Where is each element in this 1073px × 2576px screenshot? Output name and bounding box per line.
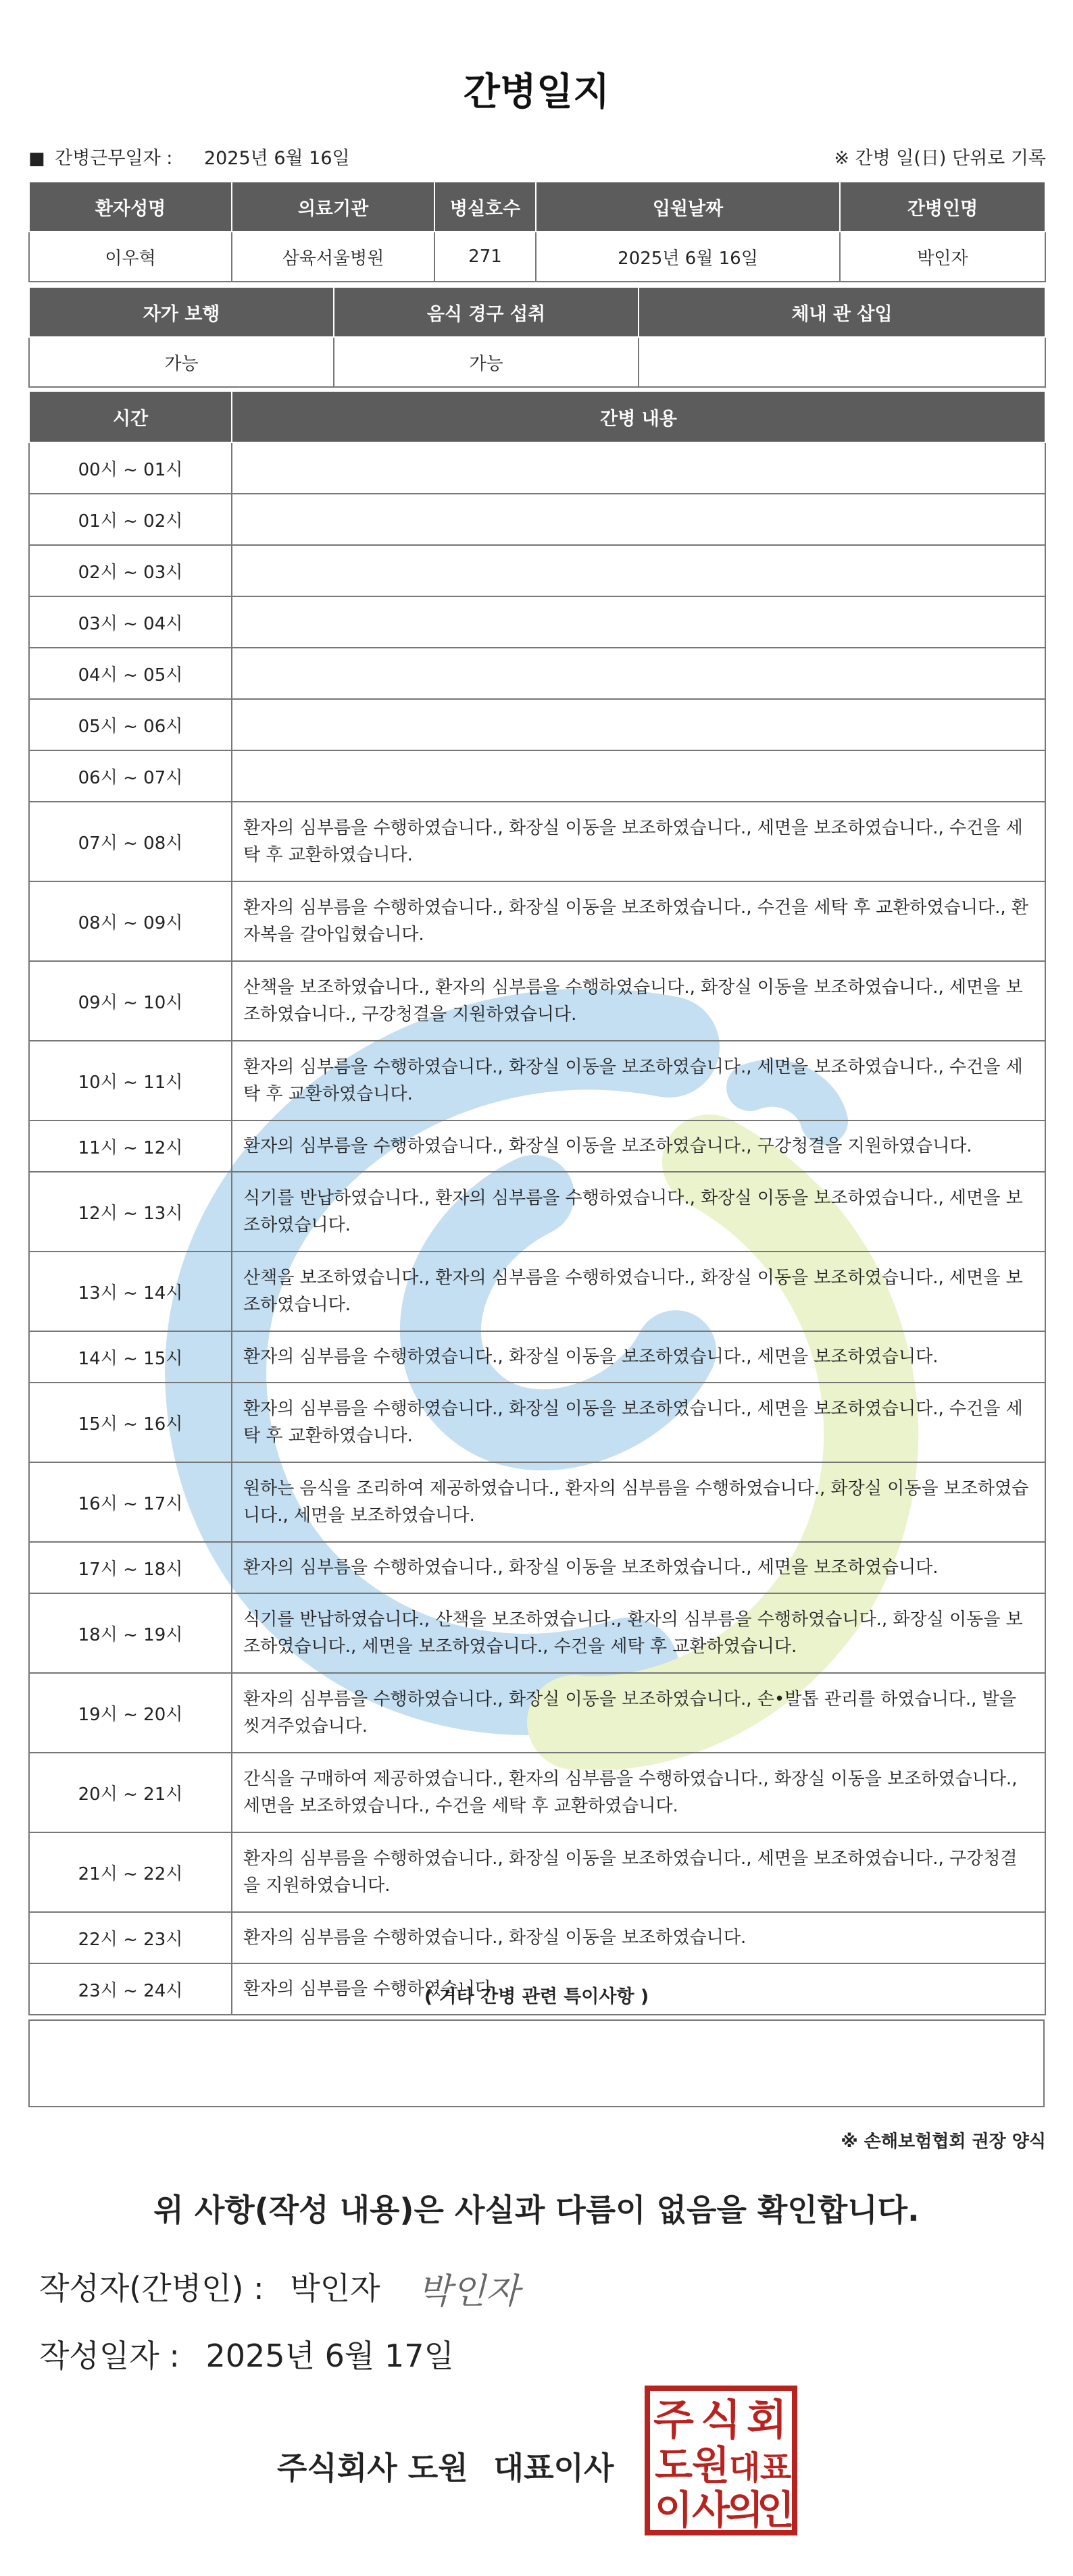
time-cell: 14시 ~ 15시 [29,1331,232,1383]
content-cell [232,442,1045,494]
ability-value-row [29,337,1045,387]
header-self-walking: 자가 보행 [29,287,334,337]
time-cell: 00시 ~ 01시 [29,442,232,494]
document-title: 간병일지 [463,70,610,114]
content-cell [232,699,1045,750]
time-cell: 13시 ~ 14시 [29,1252,232,1331]
square-bullet-icon: ■ [28,149,45,169]
table-row [29,1172,1045,1252]
time-cell: 10시 ~ 11시 [29,1041,232,1120]
care-date-value: 2025년 6월 16일 [203,148,350,169]
table-row [29,961,1045,1041]
table-row [29,1252,1045,1331]
written-date-value: 2025년 6월 17일 [205,2338,454,2374]
time-cell: 23시 ~ 24시 [29,1963,232,2015]
company-name: 주식회사 도원 [277,2450,468,2486]
time-cell: 09시 ~ 10시 [29,961,232,1041]
content-cell: 환자의 심부름을 수행하였습니다., 화장실 이동을 보조하였습니다., 손•발톱 관리를 하였습니다., 발을 씻겨주었습니다. [232,1673,1045,1753]
content-cell: 환자의 심부름을 수행하였습니다., 화장실 이동을 보조하였습니다. [232,1912,1045,1963]
content-cell: 산책을 보조하였습니다., 환자의 심부름을 수행하였습니다., 화장실 이동을 보조하였습니다., 세면을 보조하였습니다. [232,1252,1045,1331]
time-cell: 18시 ~ 19시 [29,1593,232,1673]
header-oral-intake: 음식 경구 섭취 [334,287,639,337]
svg-text:의: 의 [725,2487,764,2533]
header-patient-name: 환자성명 [29,182,232,232]
content-cell: 환자의 심부름을 수행하였습니다., 화장실 이동을 보조하였습니다., 구강청결을 지원하였습니다. [232,1120,1045,1172]
table-row [29,881,1045,961]
tube-insertion-value [639,337,1045,387]
table-row [29,1331,1045,1383]
table-row [29,1832,1045,1912]
company-role: 대표이사 [493,2450,614,2486]
table-row [29,699,1045,750]
patient-name: 이우혁 [29,232,232,282]
svg-text:식: 식 [701,2395,741,2444]
room-number: 271 [434,232,536,282]
hospital-name: 삼육서울병원 [232,232,434,282]
header-hospital: 의료기관 [232,182,434,232]
time-cell: 03시 ~ 04시 [29,596,232,648]
content-cell [232,545,1045,596]
admission-date: 2025년 6월 16일 [536,232,840,282]
care-log-table [28,390,1046,2015]
time-cell: 19시 ~ 20시 [29,1673,232,1753]
caregiver-name: 박인자 [840,232,1045,282]
company-line [277,2444,628,2488]
patient-header-row [29,182,1045,232]
special-notes-title: ( 기타 간병 관련 특이사항 ) [424,1986,649,2007]
ability-header-row [29,287,1045,337]
table-row [29,648,1045,699]
header-room-number: 병실호수 [434,182,536,232]
content-cell: 식기를 반납하였습니다., 환자의 심부름을 수행하였습니다., 화장실 이동을 보조하였습니다., 세면을 보조하였습니다. [232,1172,1045,1252]
content-cell: 환자의 심부름을 수행하였습니다., 화장실 이동을 보조하였습니다., 세면을 보조하였습니다., 수건을 세탁 후 교환하였습니다. [232,1383,1045,1462]
time-cell: 07시 ~ 08시 [29,802,232,881]
time-cell: 04시 ~ 05시 [29,648,232,699]
content-cell: 산책을 보조하였습니다., 환자의 심부름을 수행하였습니다., 화장실 이동을 보조하였습니다., 세면을 보조하였습니다., 구강청결을 지원하였습니다. [232,961,1045,1041]
table-row [29,1593,1045,1673]
time-cell: 01시 ~ 02시 [29,494,232,545]
time-cell: 22시 ~ 23시 [29,1912,232,1963]
self-walking-value: 가능 [29,337,334,387]
svg-text:인: 인 [756,2487,795,2533]
svg-text:회: 회 [747,2395,787,2444]
svg-text:표: 표 [759,2449,792,2487]
content-cell: 환자의 심부름을 수행하였습니다., 화장실 이동을 보조하였습니다., 수건을 세탁 후 교환하였습니다., 환자복을 갈아입혔습니다. [232,881,1045,961]
table-row [29,596,1045,648]
svg-text:주: 주 [653,2395,694,2444]
table-row [29,1383,1045,1462]
table-row [29,802,1045,881]
log-body [29,442,1045,2015]
time-cell: 02시 ~ 03시 [29,545,232,596]
time-cell: 08시 ~ 09시 [29,881,232,961]
table-row [29,1542,1045,1593]
header-tube-insertion: 체내 관 삽입 [639,287,1045,337]
company-seal-icon [643,2384,799,2537]
svg-text:원: 원 [691,2442,730,2488]
table-row [29,1753,1045,1832]
header-admission-date: 입원날짜 [536,182,840,232]
header-time: 시간 [29,391,232,442]
svg-text:대: 대 [728,2449,761,2487]
time-cell: 06시 ~ 07시 [29,750,232,802]
writer-name: 박인자 [290,2270,380,2307]
time-cell: 05시 ~ 06시 [29,699,232,750]
written-date-line [39,2332,454,2376]
content-cell: 환자의 심부름을 수행하였습니다., 화장실 이동을 보조하였습니다., 세면을 보조하였습니다., 수건을 세탁 후 교환하였습니다. [232,1041,1045,1120]
patient-info-table [28,181,1046,282]
table-row [29,1041,1045,1120]
content-cell: 환자의 심부름을 수행하였습니다., 화장실 이동을 보조하였습니다., 세면을 보조하였습니다., 구강청결을 지원하였습니다. [232,1832,1045,1912]
content-cell: 간식을 구매하여 제공하였습니다., 환자의 심부름을 수행하였습니다., 화장실 이동을 보조하였습니다., 세면을 보조하였습니다., 수건을 세탁 후 교환하였습니다. [232,1753,1045,1832]
oral-intake-value: 가능 [334,337,639,387]
table-row [29,1120,1045,1172]
care-date [28,143,350,170]
svg-text:사: 사 [691,2487,730,2533]
content-cell [232,648,1045,699]
time-cell: 12시 ~ 13시 [29,1172,232,1252]
header-caregiver-name: 간병인명 [840,182,1045,232]
written-date-label: 작성일자 : [39,2338,180,2374]
content-cell: 원하는 음식을 조리하여 제공하였습니다., 환자의 심부름을 수행하였습니다., 화장실 이동을 보조하였습니다., 세면을 보조하였습니다. [232,1462,1045,1542]
recommend-note: ※ 손해보험협회 권장 양식 [841,2132,1046,2152]
writer-line [39,2264,380,2309]
table-row [29,1673,1045,1753]
table-row [29,545,1045,596]
time-cell: 11시 ~ 12시 [29,1120,232,1172]
content-cell: 식기를 반납하였습니다., 산책을 보조하였습니다., 환자의 심부름을 수행하였습니다., 화장실 이동을 보조하였습니다., 세면을 보조하였습니다., 수건을 세탁 후 교환하였습니다. [232,1593,1045,1673]
time-cell: 20시 ~ 21시 [29,1753,232,1832]
header-care-content: 간병 내용 [232,391,1045,442]
content-cell [232,596,1045,648]
table-row [29,1462,1045,1542]
content-cell: 환자의 심부름을 수행하였습니다., 화장실 이동을 보조하였습니다., 세면을 보조하였습니다. [232,1542,1045,1593]
log-header-row [29,391,1045,442]
time-cell: 17시 ~ 18시 [29,1542,232,1593]
handwritten-signature: 박인자 [418,2271,520,2312]
record-unit-note: ※ 간병 일(日) 단위로 기록 [834,148,1046,169]
special-notes-box [28,2019,1045,2107]
ability-table [28,286,1046,388]
care-date-label: 간병근무일자 : [55,148,173,169]
time-cell: 21시 ~ 22시 [29,1832,232,1912]
content-cell: 환자의 심부름을 수행하였습니다. [232,1963,1045,2015]
time-cell: 15시 ~ 16시 [29,1383,232,1462]
writer-label: 작성자(간병인) : [39,2270,264,2307]
table-row [29,442,1045,494]
time-cell: 16시 ~ 17시 [29,1462,232,1542]
content-cell: 환자의 심부름을 수행하였습니다., 화장실 이동을 보조하였습니다., 세면을 보조하였습니다. [232,1331,1045,1383]
svg-text:이: 이 [654,2487,693,2533]
patient-value-row [29,232,1045,282]
content-cell [232,750,1045,802]
table-row [29,750,1045,802]
confirmation-statement: 위 사항(작성 내용)은 사실과 다름이 없음을 확인합니다. [153,2192,920,2228]
content-cell: 환자의 심부름을 수행하였습니다., 화장실 이동을 보조하였습니다., 세면을 보조하였습니다., 수건을 세탁 후 교환하였습니다. [232,802,1045,881]
table-row [29,494,1045,545]
content-cell [232,494,1045,545]
table-row [29,1912,1045,1963]
svg-text:도: 도 [654,2442,693,2488]
